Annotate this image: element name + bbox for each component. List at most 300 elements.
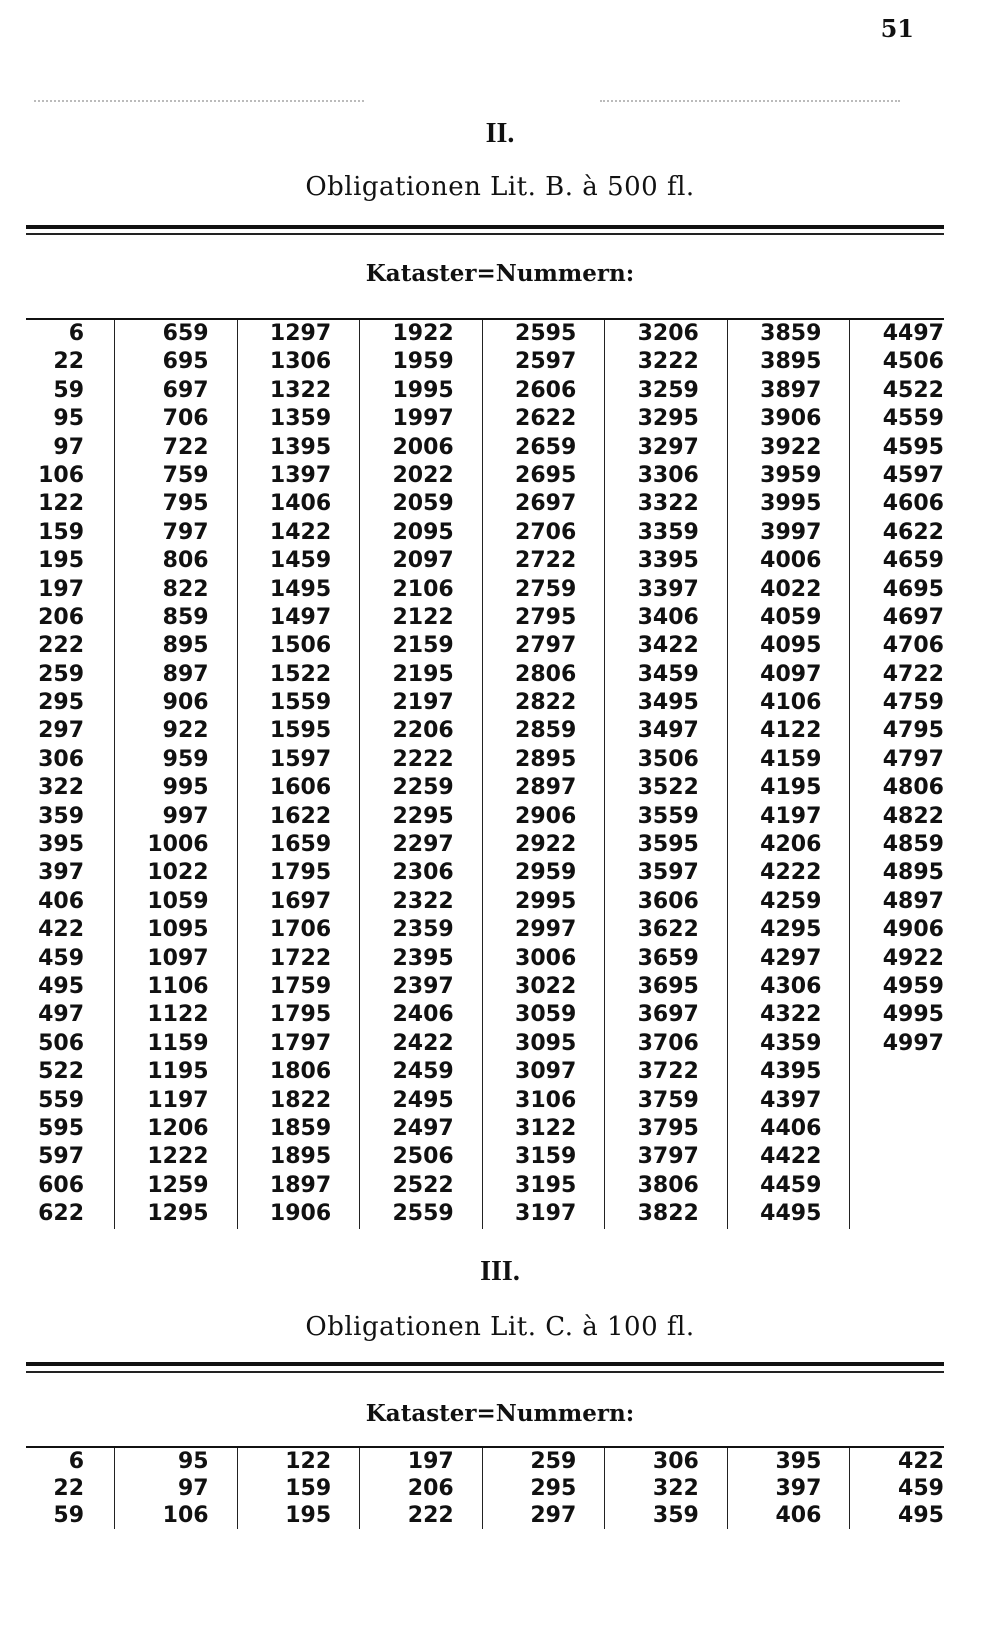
table-cell: 2595	[515, 321, 577, 346]
table-cell: 3759	[637, 1087, 699, 1113]
table-cell: 4397	[760, 1087, 822, 1113]
table-cell: 495	[898, 1503, 944, 1528]
table-cell: 1706	[269, 917, 332, 943]
table-cell: 4197	[760, 803, 822, 829]
table-cell: 3997	[760, 519, 822, 545]
table-cell: 4222	[760, 860, 822, 886]
table-cell: 4822	[882, 803, 944, 829]
section-c-title: Obligationen Lit. C. à 100 fl.	[305, 1312, 695, 1342]
table-cell: 706	[162, 406, 209, 432]
section-c-subtitle: Kataster=Nummern:	[365, 1400, 635, 1427]
table-column	[850, 320, 944, 1229]
table-cell: 1022	[147, 860, 209, 886]
table-cell: 2922	[515, 832, 577, 858]
table-cell: 1597	[269, 746, 332, 772]
table-cell: 4559	[882, 406, 944, 432]
table-cell: 1295	[147, 1201, 209, 1227]
table-cell: 2906	[515, 803, 577, 829]
table-cell: 4195	[760, 775, 822, 801]
table-cell: 2159	[392, 633, 454, 659]
table-cell: 22	[53, 1476, 85, 1501]
table-cell: 3159	[515, 1144, 577, 1170]
table-cell: 1995	[392, 377, 454, 403]
table-cell: 222	[38, 633, 85, 659]
table-cell: 4097	[760, 661, 822, 687]
table-cell: 2497	[392, 1115, 454, 1141]
table-cell: 606	[38, 1172, 85, 1198]
table-cell: 3295	[637, 406, 699, 432]
table-cell: 395	[775, 1449, 822, 1474]
table-cell: 959	[162, 746, 209, 772]
table-cell: 3422	[637, 633, 699, 659]
table-cell: 1522	[269, 661, 332, 687]
table-cell: 3459	[637, 661, 699, 687]
table-cell: 3906	[760, 406, 822, 432]
table-cell: 3322	[637, 491, 699, 517]
table-cell: 1997	[392, 406, 454, 432]
table-cell: 859	[162, 604, 209, 630]
table-cell: 897	[162, 661, 209, 687]
table-cell: 895	[162, 633, 209, 659]
table-cell: 3397	[637, 576, 699, 602]
table-cell: 3622	[637, 917, 699, 943]
table-cell: 3559	[637, 803, 699, 829]
table-cell: 2259	[392, 775, 454, 801]
table-cell: 459	[898, 1476, 944, 1501]
page-number: 51	[880, 14, 914, 43]
table-cell: 4122	[760, 718, 822, 744]
table-cell: 1122	[147, 1002, 209, 1028]
table-cell: 159	[38, 519, 85, 545]
table-cell: 1159	[147, 1030, 209, 1056]
table-cell: 2022	[392, 462, 454, 488]
table-cell: 2506	[392, 1144, 454, 1170]
table-cell: 1395	[269, 434, 332, 460]
table-cell: 1822	[269, 1087, 332, 1113]
table-cell: 397	[775, 1476, 822, 1501]
table-cell: 4206	[760, 832, 822, 858]
table-cell: 3059	[515, 1002, 577, 1028]
table-cell: 3259	[637, 377, 699, 403]
table-cell: 195	[285, 1503, 332, 1528]
table-cell: 297	[38, 718, 85, 744]
table-cell: 1806	[269, 1059, 332, 1085]
table-cell: 306	[652, 1449, 699, 1474]
table-cell: 259	[530, 1449, 577, 1474]
table-cell: 495	[38, 973, 85, 999]
table-cell: 22	[53, 349, 85, 375]
table-cell: 306	[38, 746, 85, 772]
table-cell: 4797	[882, 746, 944, 772]
table-cell: 322	[38, 775, 85, 801]
table-column	[115, 320, 238, 1229]
table-column	[360, 320, 483, 1229]
table-cell: 1397	[269, 462, 332, 488]
table-cell: 3506	[637, 746, 699, 772]
table-cell: 722	[162, 434, 209, 460]
table-cell: 2422	[392, 1030, 454, 1056]
table-cell: 197	[38, 576, 85, 602]
table-cell: 559	[38, 1087, 85, 1113]
table-cell: 1895	[269, 1144, 332, 1170]
table-cell: 4006	[760, 548, 822, 574]
table-cell: 922	[162, 718, 209, 744]
table-cell: 2797	[515, 633, 577, 659]
table-cell: 1006	[147, 832, 209, 858]
table-cell: 4022	[760, 576, 822, 602]
table-cell: 659	[162, 321, 209, 346]
table-cell: 4459	[760, 1172, 822, 1198]
table-cell: 2622	[515, 406, 577, 432]
table-cell: 4795	[882, 718, 944, 744]
table-cell: 4895	[882, 860, 944, 886]
table-cell: 2459	[392, 1059, 454, 1085]
table-cell: 1795	[269, 1002, 332, 1028]
table-cell: 459	[38, 945, 85, 971]
table-cell: 3106	[515, 1087, 577, 1113]
table-cell: 2206	[392, 718, 454, 744]
table-cell: 2359	[392, 917, 454, 943]
table-cell: 795	[162, 491, 209, 517]
table-cell: 106	[38, 462, 85, 488]
table-cell: 3695	[637, 973, 699, 999]
table-cell: 1559	[269, 690, 332, 716]
table-cell: 997	[162, 803, 209, 829]
table-cell: 159	[285, 1476, 332, 1501]
section-c-rule-thick	[26, 1362, 944, 1366]
table-cell: 2122	[392, 604, 454, 630]
table-cell: 4997	[882, 1030, 944, 1056]
table-cell: 95	[53, 406, 85, 432]
table-cell: 2297	[392, 832, 454, 858]
table-cell: 622	[38, 1201, 85, 1227]
table-cell: 3706	[637, 1030, 699, 1056]
table-column	[115, 1448, 238, 1529]
table-cell: 397	[38, 860, 85, 886]
table-column	[850, 1448, 944, 1529]
table-column	[26, 320, 115, 1229]
table-cell: 906	[162, 690, 209, 716]
table-cell: 3022	[515, 973, 577, 999]
table-cell: 3659	[637, 945, 699, 971]
table-cell: 1322	[269, 377, 332, 403]
table-cell: 1697	[269, 888, 332, 914]
table-cell: 4706	[882, 633, 944, 659]
decorative-dots	[34, 100, 364, 102]
table-cell: 1359	[269, 406, 332, 432]
table-cell: 3222	[637, 349, 699, 375]
table-cell: 3859	[760, 321, 822, 346]
table-cell: 2106	[392, 576, 454, 602]
table-cell: 4906	[882, 917, 944, 943]
table-cell: 3197	[515, 1201, 577, 1227]
table-cell: 1959	[392, 349, 454, 375]
table-cell: 2097	[392, 548, 454, 574]
table-cell: 222	[407, 1503, 454, 1528]
table-cell: 395	[38, 832, 85, 858]
table-cell: 122	[285, 1449, 332, 1474]
table-cell: 4759	[882, 690, 944, 716]
table-cell: 4297	[760, 945, 822, 971]
table-column	[238, 320, 361, 1229]
table-cell: 295	[530, 1476, 577, 1501]
table-cell: 2597	[515, 349, 577, 375]
table-column	[728, 1448, 851, 1529]
table-cell: 206	[407, 1476, 454, 1501]
table-cell: 806	[162, 548, 209, 574]
table-cell: 2895	[515, 746, 577, 772]
table-cell: 206	[38, 604, 85, 630]
table-cell: 1759	[269, 973, 332, 999]
table-cell: 2295	[392, 803, 454, 829]
table-cell: 3206	[637, 321, 699, 346]
table-cell: 359	[652, 1503, 699, 1528]
table-cell: 1495	[269, 576, 332, 602]
table-cell: 2322	[392, 888, 454, 914]
section-c-heading: III.	[480, 1256, 520, 1287]
table-cell: 1297	[269, 321, 332, 346]
table-cell: 1922	[392, 321, 454, 346]
table-cell: 4597	[882, 462, 944, 488]
table-cell: 197	[407, 1449, 454, 1474]
table-cell: 3097	[515, 1059, 577, 1085]
table-cell: 4522	[882, 377, 944, 403]
table-cell: 4622	[882, 519, 944, 545]
table-cell: 1506	[269, 633, 332, 659]
table-cell: 2822	[515, 690, 577, 716]
table-column	[238, 1448, 361, 1529]
table-cell: 2806	[515, 661, 577, 687]
table-cell: 3006	[515, 945, 577, 971]
table-cell: 3495	[637, 690, 699, 716]
table-cell: 106	[162, 1503, 209, 1528]
table-cell: 4859	[882, 832, 944, 858]
table-cell: 4995	[882, 1002, 944, 1028]
table-cell: 4922	[882, 945, 944, 971]
table-cell: 3822	[637, 1201, 699, 1227]
table-cell: 1197	[147, 1087, 209, 1113]
table-cell: 295	[38, 690, 85, 716]
table-cell: 122	[38, 491, 85, 517]
table-cell: 4159	[760, 746, 822, 772]
table-cell: 4422	[760, 1144, 822, 1170]
table-cell: 3895	[760, 349, 822, 375]
table-cell: 4806	[882, 775, 944, 801]
table-cell: 1195	[147, 1059, 209, 1085]
section-b-table	[26, 318, 944, 1229]
table-cell: 2606	[515, 377, 577, 403]
table-cell: 59	[53, 1503, 85, 1528]
section-b-title: Obligationen Lit. B. à 500 fl.	[305, 172, 695, 202]
section-c-table	[26, 1446, 944, 1529]
table-cell: 4695	[882, 576, 944, 602]
table-cell: 995	[162, 775, 209, 801]
section-b-heading: II.	[485, 118, 515, 149]
table-cell: 2706	[515, 519, 577, 545]
table-cell: 1059	[147, 888, 209, 914]
table-cell: 822	[162, 576, 209, 602]
table-column	[605, 320, 728, 1229]
section-c-rule-thin	[26, 1371, 944, 1373]
table-cell: 3195	[515, 1172, 577, 1198]
table-cell: 1659	[269, 832, 332, 858]
table-cell: 522	[38, 1059, 85, 1085]
table-cell: 3095	[515, 1030, 577, 1056]
table-cell: 4406	[760, 1115, 822, 1141]
table-column	[483, 1448, 606, 1529]
table-cell: 3406	[637, 604, 699, 630]
section-b-rule-thin	[26, 233, 944, 235]
table-cell: 3297	[637, 434, 699, 460]
table-cell: 4959	[882, 973, 944, 999]
table-cell: 2222	[392, 746, 454, 772]
table-cell: 3122	[515, 1115, 577, 1141]
table-cell: 2897	[515, 775, 577, 801]
table-cell: 759	[162, 462, 209, 488]
table-cell: 297	[530, 1503, 577, 1528]
table-cell: 1422	[269, 519, 332, 545]
table-cell: 4095	[760, 633, 822, 659]
table-cell: 1097	[147, 945, 209, 971]
table-cell: 4322	[760, 1002, 822, 1028]
table-column	[26, 1448, 115, 1529]
table-cell: 597	[38, 1144, 85, 1170]
table-cell: 2195	[392, 661, 454, 687]
table-cell: 497	[38, 1002, 85, 1028]
table-cell: 4306	[760, 973, 822, 999]
table-cell: 2522	[392, 1172, 454, 1198]
table-cell: 1459	[269, 548, 332, 574]
table-column	[728, 320, 851, 1229]
table-cell: 97	[53, 434, 85, 460]
table-cell: 3722	[637, 1059, 699, 1085]
table-cell: 1259	[147, 1172, 209, 1198]
table-cell: 1906	[269, 1201, 332, 1227]
table-cell: 3922	[760, 434, 822, 460]
table-cell: 406	[775, 1503, 822, 1528]
table-cell: 2659	[515, 434, 577, 460]
table-cell: 2395	[392, 945, 454, 971]
table-cell: 3806	[637, 1172, 699, 1198]
table-cell: 4259	[760, 888, 822, 914]
table-cell: 4606	[882, 491, 944, 517]
table-cell: 1222	[147, 1144, 209, 1170]
table-cell: 2995	[515, 888, 577, 914]
section-b-rule-thick	[26, 225, 944, 229]
table-column	[605, 1448, 728, 1529]
table-cell: 695	[162, 349, 209, 375]
table-cell: 1095	[147, 917, 209, 943]
table-cell: 6	[68, 1449, 85, 1474]
table-cell: 3497	[637, 718, 699, 744]
table-cell: 595	[38, 1115, 85, 1141]
table-cell: 4106	[760, 690, 822, 716]
table-cell: 2859	[515, 718, 577, 744]
table-cell: 3795	[637, 1115, 699, 1141]
table-cell: 3995	[760, 491, 822, 517]
table-cell: 3395	[637, 548, 699, 574]
table-cell: 2697	[515, 491, 577, 517]
table-cell: 3595	[637, 832, 699, 858]
table-cell: 2397	[392, 973, 454, 999]
table-cell: 3359	[637, 519, 699, 545]
table-cell: 59	[53, 377, 85, 403]
table-cell: 3606	[637, 888, 699, 914]
table-cell: 2006	[392, 434, 454, 460]
table-cell: 1797	[269, 1030, 332, 1056]
table-cell: 697	[162, 377, 209, 403]
table-cell: 359	[38, 803, 85, 829]
table-cell: 4506	[882, 349, 944, 375]
table-cell: 2722	[515, 548, 577, 574]
table-cell: 3306	[637, 462, 699, 488]
table-cell: 2095	[392, 519, 454, 545]
table-cell: 4395	[760, 1059, 822, 1085]
table-cell: 97	[177, 1476, 209, 1501]
table-cell: 1406	[269, 491, 332, 517]
table-cell: 322	[652, 1476, 699, 1501]
table-cell: 2695	[515, 462, 577, 488]
table-cell: 3522	[637, 775, 699, 801]
table-cell: 3797	[637, 1144, 699, 1170]
table-cell: 4722	[882, 661, 944, 687]
table-cell: 1606	[269, 775, 332, 801]
table-cell: 1206	[147, 1115, 209, 1141]
table-cell: 1595	[269, 718, 332, 744]
table-cell: 3597	[637, 860, 699, 886]
table-cell: 1622	[269, 803, 332, 829]
table-column	[360, 1448, 483, 1529]
table-cell: 2997	[515, 917, 577, 943]
table-cell: 6	[68, 321, 85, 346]
table-cell: 2197	[392, 690, 454, 716]
decorative-dots	[600, 100, 900, 102]
table-cell: 4495	[760, 1201, 822, 1227]
table-cell: 4359	[760, 1030, 822, 1056]
table-cell: 406	[38, 888, 85, 914]
table-cell: 4295	[760, 917, 822, 943]
table-cell: 1497	[269, 604, 332, 630]
table-cell: 4059	[760, 604, 822, 630]
table-column	[483, 320, 606, 1229]
table-cell: 3897	[760, 377, 822, 403]
table-cell: 1106	[147, 973, 209, 999]
table-cell: 2059	[392, 491, 454, 517]
table-cell: 3697	[637, 1002, 699, 1028]
table-cell: 2495	[392, 1087, 454, 1113]
table-cell: 95	[177, 1449, 209, 1474]
table-cell: 4595	[882, 434, 944, 460]
table-cell: 1306	[269, 349, 332, 375]
table-cell: 4497	[882, 321, 944, 346]
table-cell: 506	[38, 1030, 85, 1056]
table-cell: 195	[38, 548, 85, 574]
table-cell: 259	[38, 661, 85, 687]
table-cell: 1897	[269, 1172, 332, 1198]
table-cell: 2306	[392, 860, 454, 886]
table-cell: 4897	[882, 888, 944, 914]
table-cell: 797	[162, 519, 209, 545]
table-cell: 4697	[882, 604, 944, 630]
table-cell: 2959	[515, 860, 577, 886]
table-cell: 2759	[515, 576, 577, 602]
table-cell: 4659	[882, 548, 944, 574]
table-cell: 1859	[269, 1115, 332, 1141]
table-cell: 2406	[392, 1002, 454, 1028]
table-cell: 3959	[760, 462, 822, 488]
table-cell: 1722	[269, 945, 332, 971]
table-cell: 2559	[392, 1201, 454, 1227]
